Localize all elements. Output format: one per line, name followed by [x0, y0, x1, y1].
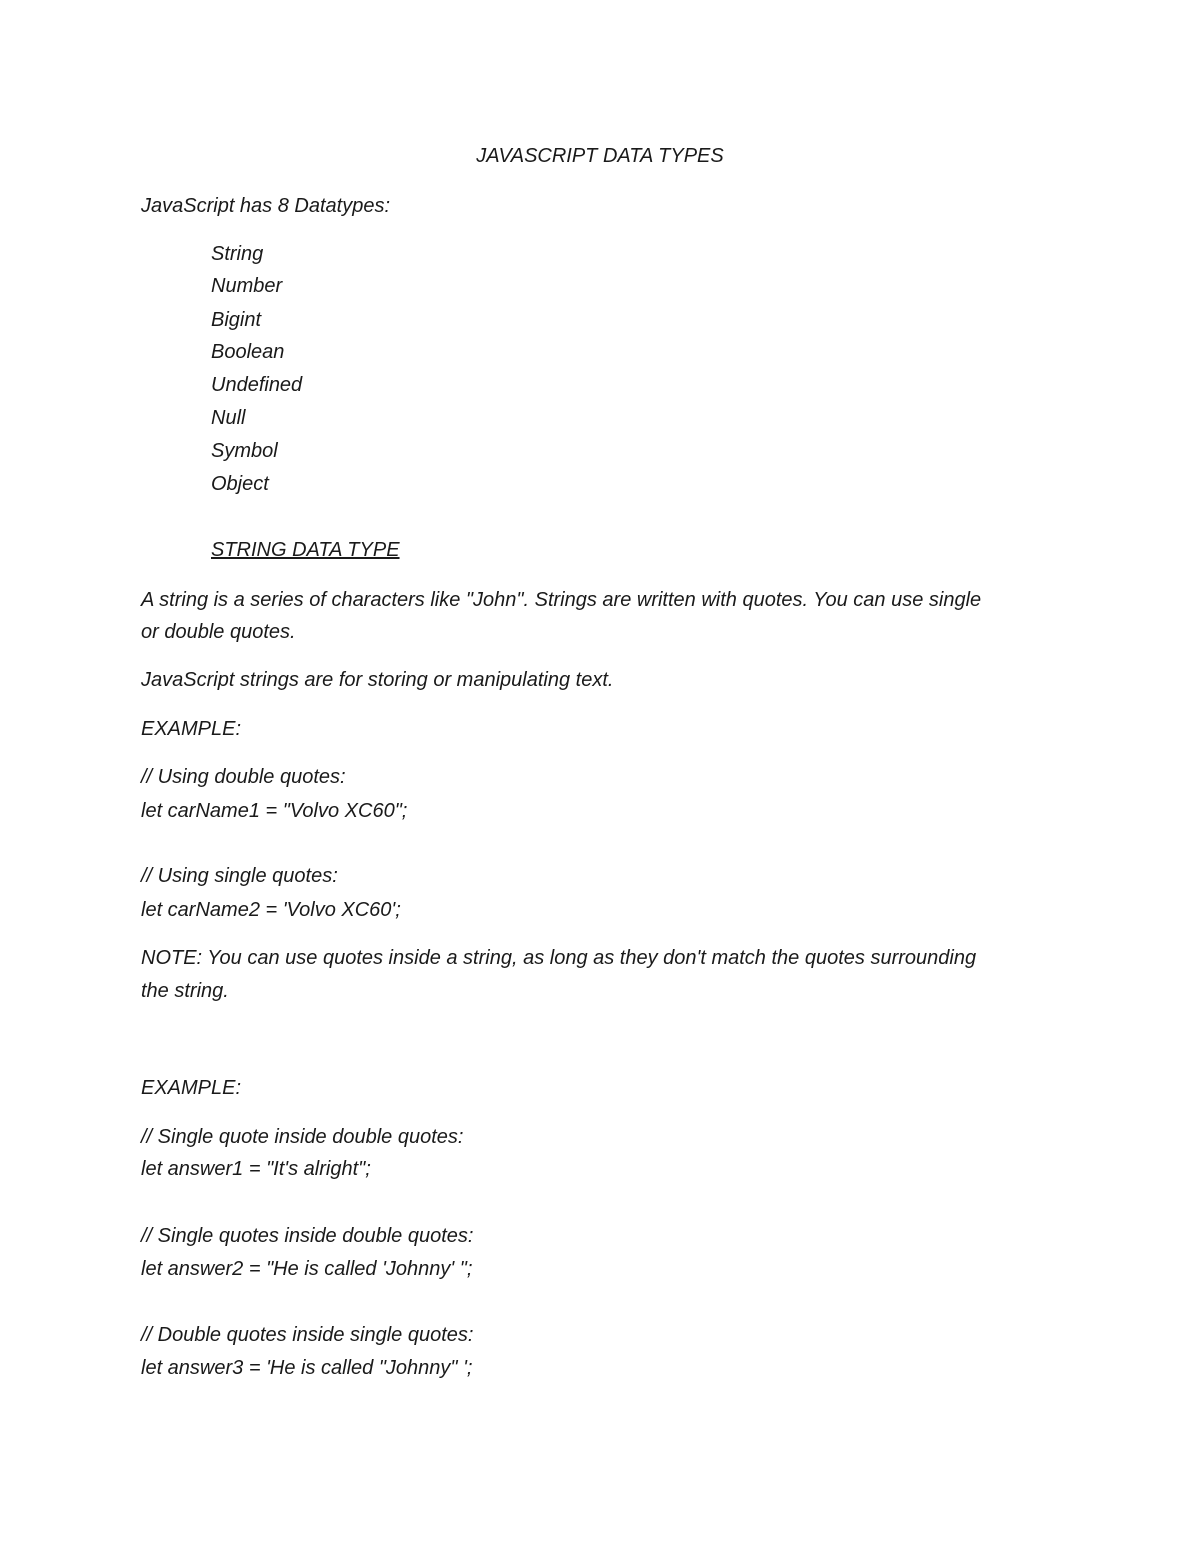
code-line: let carName1 = "Volvo XC60"; — [141, 800, 408, 822]
paragraph-line: A string is a series of characters like "John". Strings are written with quotes. You can use single — [141, 589, 982, 611]
code-line: // Using double quotes: — [141, 766, 346, 788]
note-line: the string. — [141, 980, 229, 1002]
note-line: NOTE: You can use quotes inside a string, as long as they don't match the quotes surrounding — [141, 947, 977, 969]
code-line: // Using single quotes: — [141, 865, 338, 887]
list-item: Symbol — [211, 440, 278, 462]
intro-text: JavaScript has 8 Datatypes: — [141, 195, 391, 217]
list-item: Null — [211, 407, 246, 429]
example-label: EXAMPLE: — [141, 1077, 242, 1099]
code-line: let answer1 = "It's alright"; — [141, 1158, 371, 1180]
list-item: String — [211, 243, 264, 265]
code-line: let carName2 = 'Volvo XC60'; — [141, 899, 401, 921]
document-title: JAVASCRIPT DATA TYPES — [476, 145, 724, 167]
example-label: EXAMPLE: — [141, 718, 242, 740]
code-line: let answer3 = 'He is called "Johnny" '; — [141, 1357, 473, 1379]
list-item: Undefined — [211, 374, 303, 396]
list-item: Boolean — [211, 341, 285, 363]
list-item: Number — [211, 275, 283, 297]
list-item: Bigint — [211, 309, 262, 331]
code-line: // Single quote inside double quotes: — [141, 1126, 464, 1148]
code-line: let answer2 = "He is called 'Johnny' "; — [141, 1258, 473, 1280]
paragraph: JavaScript strings are for storing or manipulating text. — [141, 669, 614, 691]
list-item: Object — [211, 473, 269, 495]
code-line: // Single quotes inside double quotes: — [141, 1225, 474, 1247]
paragraph-line: or double quotes. — [141, 621, 296, 643]
code-line: // Double quotes inside single quotes: — [141, 1324, 474, 1346]
section-heading: STRING DATA TYPE — [211, 539, 400, 561]
